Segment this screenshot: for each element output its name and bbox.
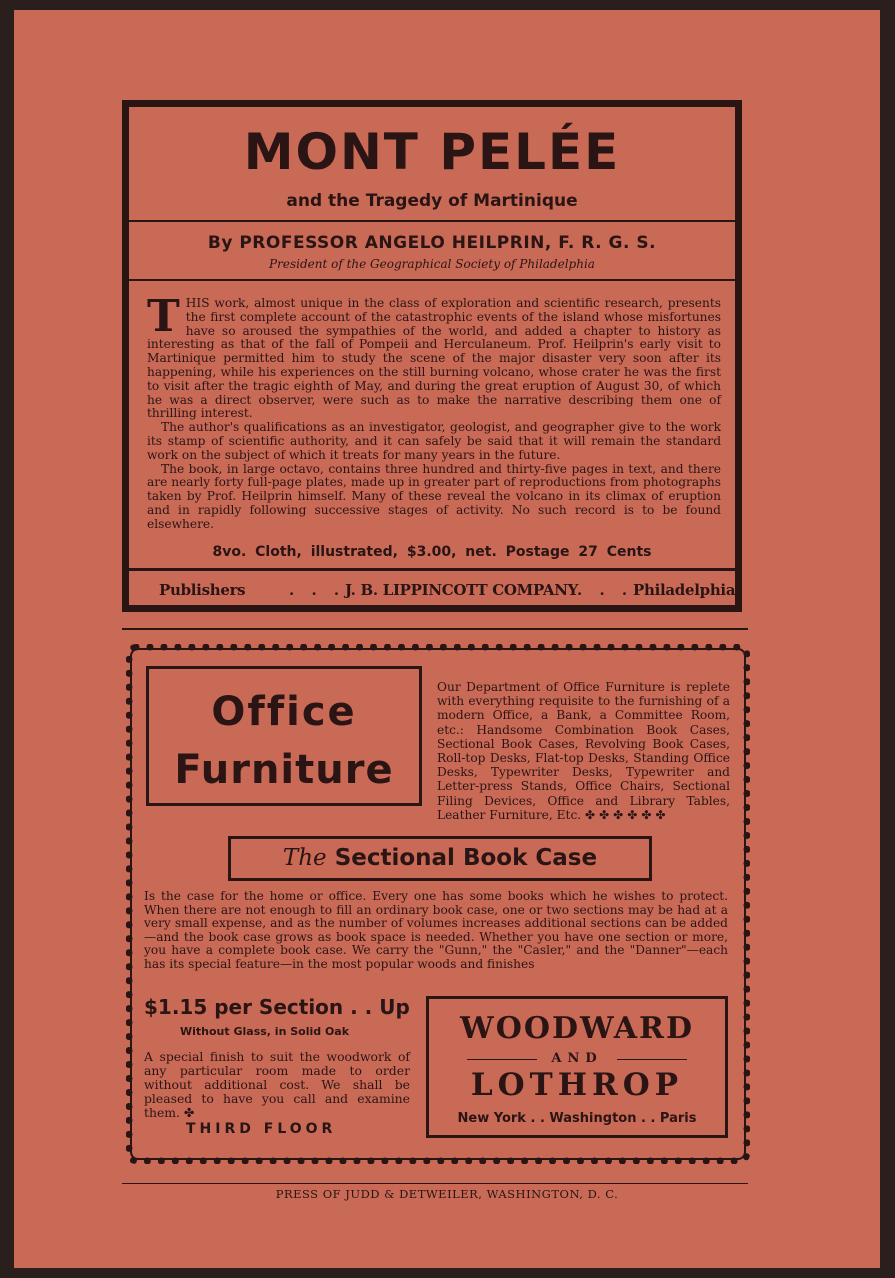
price-line: 8vo. Cloth, illustrated, $3.00, net. Postage 27 Cents	[212, 544, 652, 560]
back-cover-page	[14, 10, 880, 1268]
office-heading: Office	[211, 689, 357, 735]
divider	[129, 568, 735, 571]
sectional-text: Is the case for the home or office. Every one has some books which he wishes to protect. When there are not enough to fill an ordinary book case, one or two sections may be had at a very small expense, and as the number of volumes increases additional sections can be added—and the book case grows as book space is needed. Whether you have one section or more, you have a complete book case. We carry the "Gunn," the "Casler," and the "Danner"—each has its special feature—in the most popular woods and finishes	[144, 889, 728, 971]
store-cities: New York . . Washington . . Paris	[457, 1111, 697, 1126]
book-subtitle: and the Tragedy of Martinique	[286, 191, 578, 211]
sectional-title: Sectional Book Case	[334, 845, 598, 871]
press-imprint: PRESS OF JUDD & DETWEILER, WASHINGTON, D. C.	[275, 1187, 619, 1201]
the-label: The	[282, 845, 327, 871]
book-title: MONT PELÉE	[243, 123, 621, 181]
paragraph: HIS work, almost unique in the class of exploration and scientific research, presents the first complete account of the catastrophic events of the island whose misfortunes have so aroused the sympathies of the world, and added a chapter to history as interesting as that of the fall of Pompeii and Herculaneum. Prof. Heilprin's early visit to Martinique permitted him to study the scene of the major disaster very soon after its happening, while his experiences on the still burning volcano, whose crater he was the first to visit after the tragic eighth of May, and during the great eruption of August 30, of which he was a direct observer, were such as to make the narrative describing them one of thrilling interest.	[147, 296, 721, 421]
paragraph: The author's qualifications as an investigator, geologist, and geographer give to the work its stamp of scientific authority, and it can safely be said that it will remain the standard work on the subject of which it treats for many years in the future.	[147, 420, 721, 462]
publisher-city: Philadelphia	[633, 581, 736, 599]
book-ad-box	[122, 100, 742, 612]
publisher-name: J. B. LIPPINCOTT COMPANY	[345, 581, 579, 599]
store-name-woodward: WOODWARD	[460, 1011, 694, 1046]
store-name-and: AND	[449, 1051, 705, 1066]
office-furniture-box	[146, 666, 422, 806]
book-author: By PROFESSOR ANGELO HEILPRIN, F. R. G. S.	[207, 233, 657, 253]
finish-text: A special finish to suit the woodwork of any particular room made to order without additional cost. We shall be pleased to have you call and examine them. ✤	[144, 1049, 410, 1120]
divider	[129, 220, 735, 222]
section-price: $1.15 per Section . . Up	[144, 995, 410, 1019]
author-role: President of the Geographical Society of Philadelphia	[269, 257, 595, 271]
furniture-heading: Furniture	[174, 747, 394, 793]
dots: . . .	[577, 581, 634, 599]
store-logo-box	[426, 996, 728, 1138]
dots: . . .	[289, 581, 346, 599]
drop-cap: T	[147, 291, 180, 342]
sectional-book-case-box	[228, 836, 652, 881]
store-name-lothrop: LOTHROP	[470, 1067, 684, 1103]
divider	[129, 279, 735, 281]
paragraph: The book, in large octavo, contains three hundred and thirty-five pages in text, and there are nearly forty full-page plates, made up in greater part of reproductions from photographs taken by Prof. Heilprin himself. Many of these reveal the volcano in its climax of eruption and in rapidly following successive stages of activity. No such record is to be found elsewhere.	[147, 461, 721, 531]
footer-rule	[122, 1183, 748, 1184]
office-furniture-text: Our Department of Office Furniture is replete with everything requisite to the furnishing of a modern Office, a Bank, a Committee Room, etc.: Handsome Combination Book Cases, Sectional Book Cases, Revolving Book Cases, Roll-top Desks, Flat-top Desks, Standing Office Desks, Typewriter Desks, Typewriter and Letter-press Stands, Office Chairs, Sectional Filing Devices, Office and Library Tables, Leather Furniture, Etc. ✤ ✤ ✤ ✤ ✤ ✤	[437, 680, 730, 822]
section-divider	[122, 628, 748, 630]
book-description	[147, 291, 721, 532]
floor-label: THIRD FLOOR	[186, 1121, 337, 1137]
section-price-note: Without Glass, in Solid Oak	[180, 1025, 350, 1038]
publishers-label: Publishers	[159, 581, 246, 599]
